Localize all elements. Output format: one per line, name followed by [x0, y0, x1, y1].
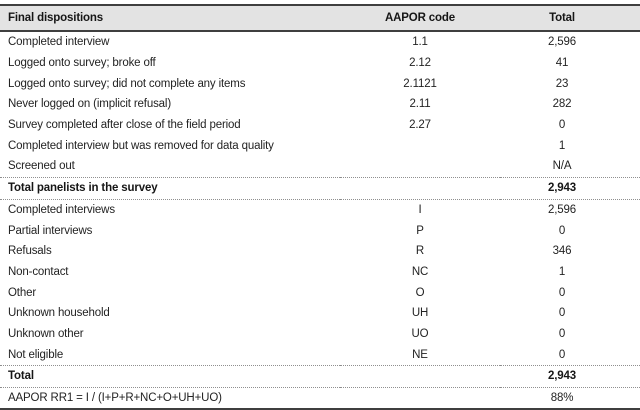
- column-header-aapor-code: AAPOR code: [340, 6, 500, 31]
- dispositions-table: [0, 6, 640, 408]
- total-value: 88%: [500, 387, 640, 408]
- table-row: [0, 324, 640, 345]
- column-header-total: Total: [500, 6, 640, 31]
- disposition-label: AAPOR RR1 = I / (I+P+R+NC+O+UH+UO): [0, 387, 340, 408]
- aapor-code-value: P: [416, 224, 424, 237]
- disposition-label: Not eligible: [8, 348, 64, 361]
- aapor-code-value: [340, 135, 500, 156]
- table-row: [0, 53, 640, 74]
- aapor-code-value: 2.27: [409, 119, 431, 132]
- aapor-code-value: [340, 156, 500, 177]
- aapor-code-value: NC: [411, 265, 429, 278]
- aapor-code-value: UO: [411, 327, 429, 340]
- column-header-final-dispositions: Final dispositions: [0, 6, 340, 31]
- aapor-code-value: R: [415, 245, 425, 258]
- aapor-code-value: 2.11: [409, 98, 431, 111]
- total-value: 2,943: [500, 366, 640, 388]
- disposition-label: Logged onto survey; did not complete any items: [8, 77, 246, 90]
- disposition-label: Logged onto survey; broke off: [8, 57, 156, 70]
- table-row: [0, 241, 640, 262]
- total-value: 0: [558, 286, 566, 299]
- aapor-code-value: NE: [412, 348, 428, 361]
- disposition-label: Non-contact: [8, 265, 69, 278]
- table-row: [0, 344, 640, 365]
- aapor-code-value: O: [415, 286, 425, 299]
- aapor-code-value: I: [340, 199, 500, 220]
- disposition-label: Refusals: [8, 245, 52, 258]
- table-row: [0, 156, 640, 177]
- table-body: [0, 31, 640, 408]
- disposition-label: Partial interviews: [8, 224, 93, 237]
- total-value: 0: [558, 119, 566, 132]
- total-row: [0, 366, 640, 388]
- disposition-label: Total panelists in the survey: [0, 177, 340, 199]
- table-row: [0, 282, 640, 303]
- header-row: [0, 6, 640, 31]
- aapor-code-value: 1.1: [412, 36, 428, 49]
- table-row: [0, 115, 640, 136]
- total-value: 0: [558, 307, 566, 320]
- total-value: 0: [558, 224, 566, 237]
- disposition-label: Never logged on (implicit refusal): [8, 98, 171, 111]
- aapor-code-value: UH: [411, 307, 429, 320]
- disposition-label: Screened out: [8, 160, 75, 173]
- total-value: 2,596: [500, 199, 640, 220]
- aapor-code-value: [340, 387, 500, 408]
- disposition-label: Completed interview: [8, 36, 110, 49]
- total-value: N/A: [552, 160, 572, 173]
- total-value: 282: [552, 98, 572, 111]
- table-row: [0, 303, 640, 324]
- total-value: 2,943: [500, 177, 640, 199]
- aapor-code-value: 2.12: [409, 57, 431, 70]
- table-row: [0, 387, 640, 408]
- total-value: 23: [555, 77, 569, 90]
- table-row: [0, 262, 640, 283]
- total-value: 346: [552, 245, 572, 258]
- table-row: [0, 135, 640, 156]
- aapor-code-value: [340, 177, 500, 199]
- disposition-label: Total: [0, 366, 340, 388]
- table-row: [0, 94, 640, 115]
- total-value: 0: [558, 327, 566, 340]
- total-value: 0: [558, 348, 566, 361]
- table-row: [0, 199, 640, 220]
- aapor-code-value: [340, 366, 500, 388]
- total-value: 2,596: [547, 36, 577, 49]
- total-value: 1: [558, 139, 566, 152]
- total-value: 1: [558, 265, 566, 278]
- disposition-label: Survey completed after close of the field period: [8, 119, 241, 132]
- disposition-label: Completed interviews: [0, 199, 340, 220]
- disposition-label: Unknown other: [8, 327, 84, 340]
- table-header: [0, 6, 640, 31]
- table-row: [0, 31, 640, 53]
- disposition-label: Completed interview but was removed for data quality: [8, 139, 274, 152]
- disposition-label: Other: [8, 286, 37, 299]
- table-row: [0, 220, 640, 241]
- aapor-code-value: 2.1121: [403, 77, 437, 90]
- final-dispositions-table: [0, 4, 640, 410]
- total-value: 41: [555, 57, 569, 70]
- table-row: [0, 73, 640, 94]
- total-row: [0, 177, 640, 199]
- disposition-label: Unknown household: [8, 307, 110, 320]
